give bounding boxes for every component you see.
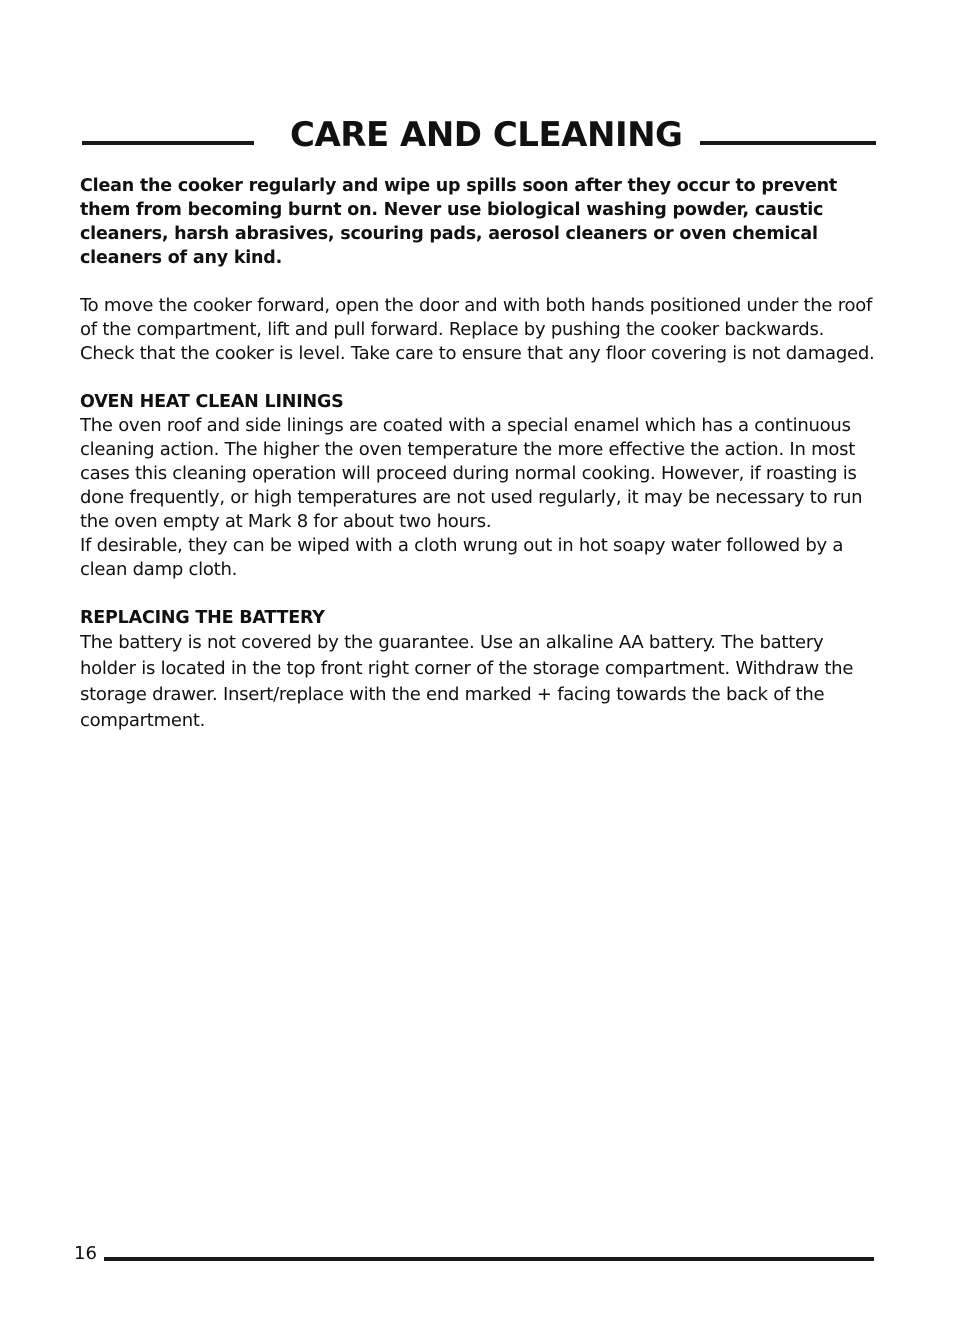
section-paragraph: If desirable, they can be wiped with a cloth wrung out in hot soapy water followed by a clean damp cloth. bbox=[80, 535, 844, 580]
page-header bbox=[82, 112, 876, 160]
page-content bbox=[80, 174, 880, 734]
page-title: CARE AND CLEANING bbox=[290, 115, 683, 155]
intro-warning: Clean the cooker regularly and wipe up spills soon after they occur to prevent them from becoming burnt on. Never use biological washing powder, caustic cleaners, harsh abrasives, scouring pads, aerosol cleaners or oven chemical cleaners of any kind. bbox=[80, 176, 838, 268]
page-footer bbox=[74, 1242, 874, 1266]
section-replacing-the-battery bbox=[80, 606, 880, 734]
section-heading: REPLACING THE BATTERY bbox=[80, 608, 325, 628]
footer-rule bbox=[104, 1257, 874, 1261]
title-rule-left bbox=[82, 141, 254, 145]
section-oven-heat-clean-linings bbox=[80, 390, 880, 582]
title-rule-right bbox=[700, 141, 876, 145]
section-paragraph: The oven roof and side linings are coated with a special enamel which has a continuous cleaning action. The higher the oven temperature the more effective the action. In most cases this cleaning operation will proceed during normal cooking. However, if roasting is done frequently, or high temperatures are not used regularly, it may be necessary to run the oven empty at Mark 8 for about two hours. bbox=[80, 415, 863, 532]
page-number: 16 bbox=[74, 1243, 97, 1264]
moving-cooker-paragraph: To move the cooker forward, open the door and with both hands positioned under the roof of the compartment, lift and pull forward. Replace by pushing the cooker backwards. Check that the cooker is level. Take care to ensure that any floor covering is not damaged. bbox=[80, 295, 875, 364]
section-heading: OVEN HEAT CLEAN LININGS bbox=[80, 392, 344, 412]
section-paragraph: The battery is not covered by the guarantee. Use an alkaline AA battery. The battery holder is located in the top front right corner of the storage compartment. Withdraw the storage drawer. Insert/replace with the end marked + facing towards the back of the compartment. bbox=[80, 632, 854, 731]
